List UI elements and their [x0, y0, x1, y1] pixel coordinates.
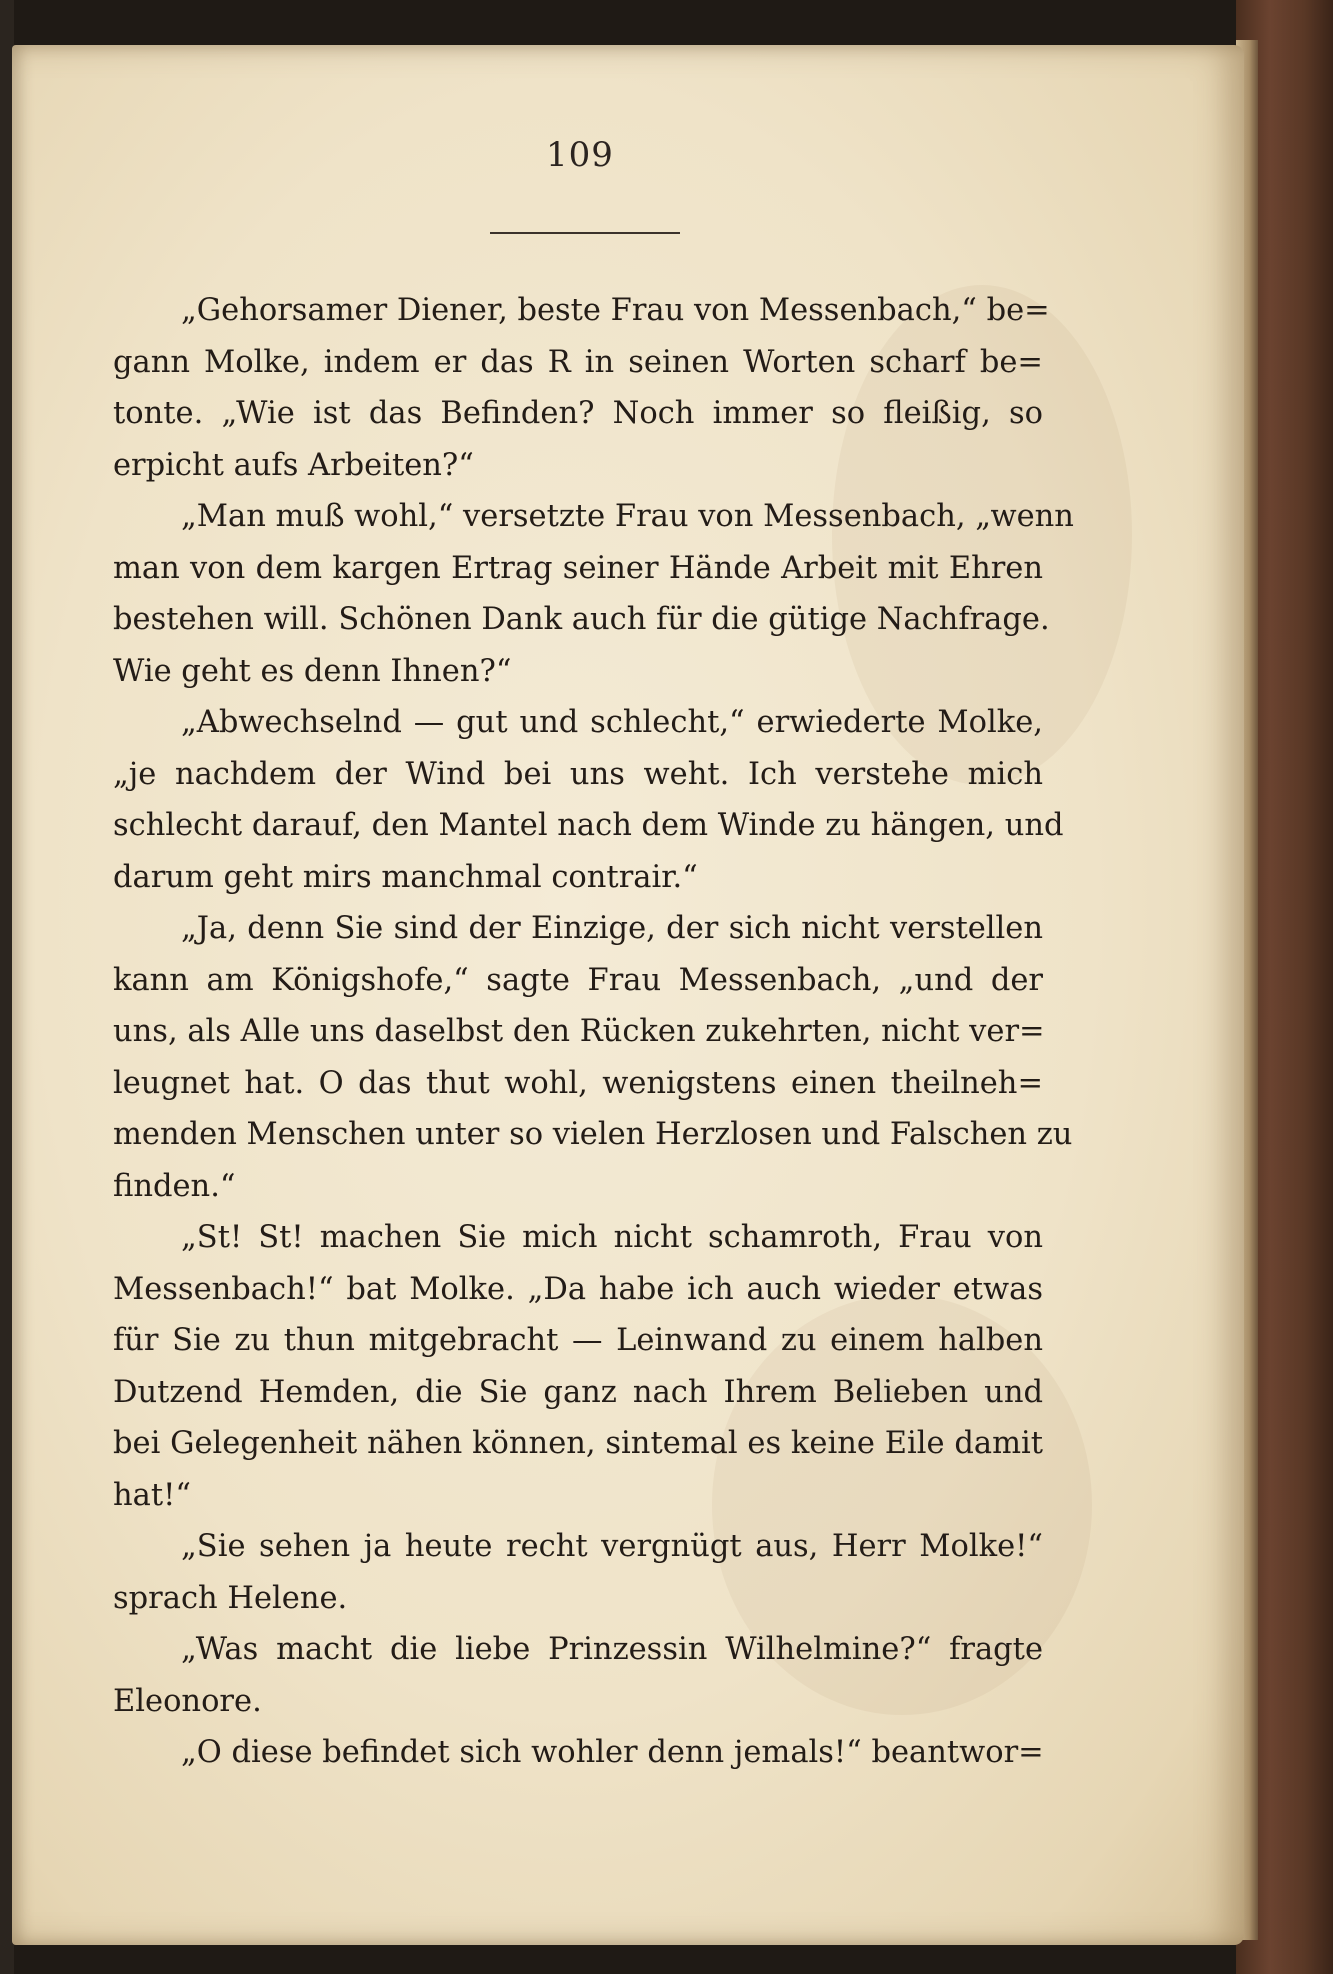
text-line: sprach Helene. [113, 1580, 348, 1616]
text-line: kann am Königshofe,“ sagte Frau Messenbach, „und der [113, 962, 1043, 998]
text-line: „St! St! machen Sie mich nicht schamroth, Frau von [181, 1220, 1043, 1255]
text-line: Messenbach!“ bat Molke. „Da habe ich auch wieder etwas [113, 1271, 1043, 1307]
text-line: für Sie zu thun mitgebracht — Leinwand zu einem halben [113, 1323, 1043, 1358]
text-line: „Sie sehen ja heute recht vergnügt aus, Herr Molke!“ [181, 1529, 1043, 1564]
text-line: erpicht aufs Arbeiten?“ [113, 447, 474, 483]
page-number: 109 [546, 135, 614, 175]
text-line: bei Gelegenheit nähen können, sintemal es keine Eile damit [113, 1426, 1043, 1461]
body-text [113, 285, 1074, 1779]
text-line: „Gehorsamer Diener, beste Frau von Messenbach,“ be= [181, 293, 1050, 328]
text-line: menden Menschen unter so vielen Herzlosen und Falschen zu [113, 1117, 1073, 1152]
text-line: gann Molke, indem er das R in seinen Worten scharf be= [113, 344, 1043, 380]
text-line: „je nachdem der Wind bei uns weht. Ich verstehe mich [113, 756, 1043, 792]
text-line: „Ja, denn Sie sind der Einzige, der sich nicht verstellen [181, 911, 1043, 946]
text-line: hat!“ [113, 1477, 191, 1513]
text-line: Dutzend Hemden, die Sie ganz nach Ihrem Belieben und [113, 1374, 1043, 1410]
text-line: uns, als Alle uns daselbst den Rücken zukehrten, nicht ver= [113, 1014, 1045, 1049]
text-line: „O diese befindet sich wohler denn jemals!“ beantwor= [181, 1735, 1044, 1770]
text-line: leugnet hat. O das thut wohl, wenigstens einen theilneh= [113, 1065, 1043, 1101]
header-rule [490, 232, 680, 234]
text-line: bestehen will. Schönen Dank auch für die gütige Nachfrage. [113, 602, 1050, 637]
text-line: „Man muß wohl,“ versetzte Frau von Messenbach, „wenn [181, 499, 1074, 534]
text-line: „Abwechselnd — gut und schlecht,“ erwiederte Molke, [181, 705, 1043, 740]
text-line: man von dem kargen Ertrag seiner Hände Arbeit mit Ehren [113, 550, 1043, 586]
text-line: Eleonore. [113, 1683, 262, 1719]
text-line: „Was macht die liebe Prinzessin Wilhelmine?“ fragte [181, 1632, 1043, 1667]
text-line: darum geht mirs manchmal contrair.“ [113, 859, 698, 895]
text-line: tonte. „Wie ist das Befinden? Noch immer so fleißig, so [113, 396, 1043, 431]
text-line: schlecht darauf, den Mantel nach dem Winde zu hängen, und [113, 808, 1064, 843]
text-line: Wie geht es denn Ihnen?“ [113, 653, 512, 689]
text-line: finden.“ [113, 1168, 236, 1204]
